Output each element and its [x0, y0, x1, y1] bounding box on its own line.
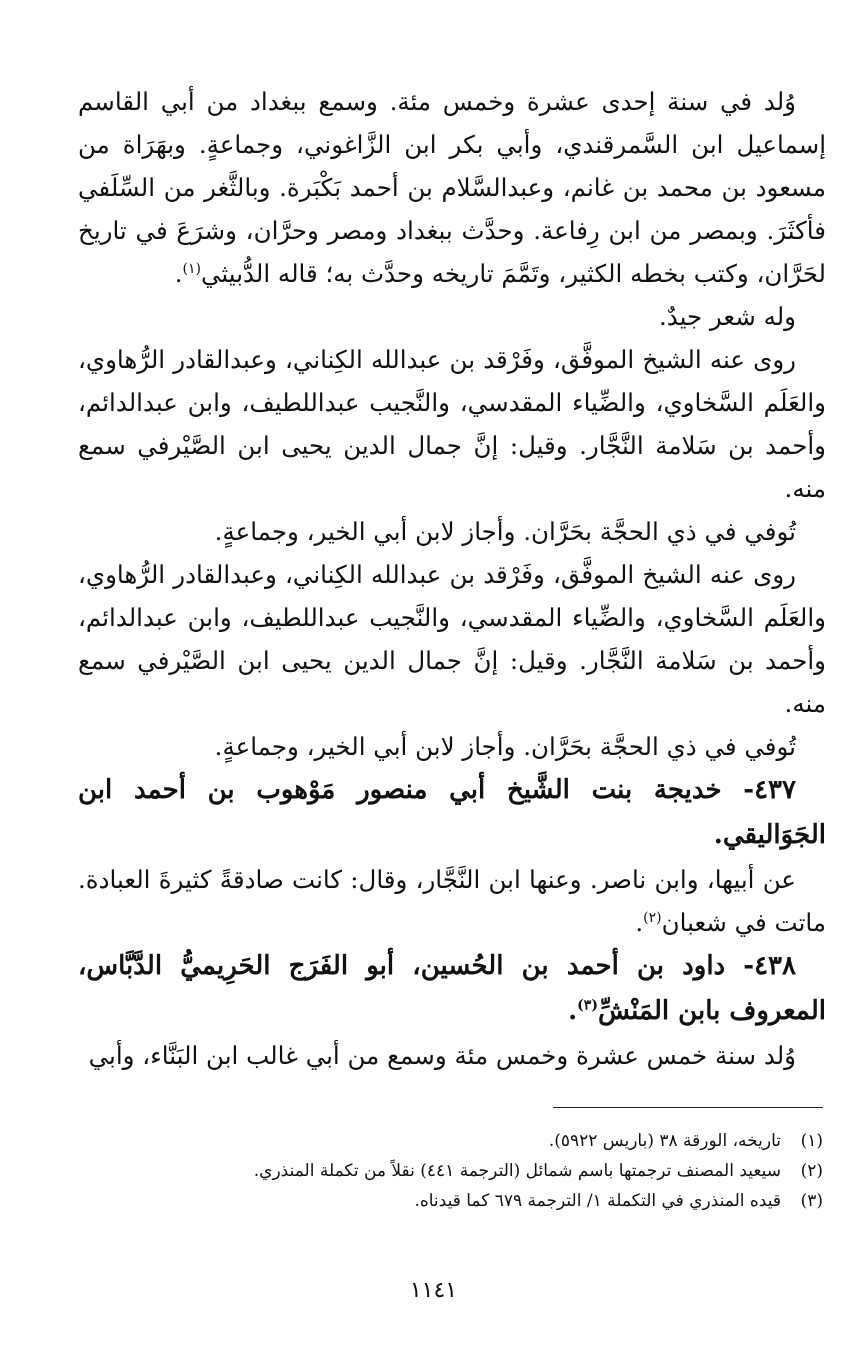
- footnote-number: (١): [800, 1131, 823, 1151]
- footnote-ref[interactable]: (٣): [577, 997, 598, 1014]
- footnote-text: سيعيد المصنف ترجمتها باسم شمائل (الترجمة ٤٤١) نقلاً من تكملة المنذري.: [253, 1161, 781, 1181]
- footnote-text: تاريخه، الورقة ٣٨ (باريس ٥٩٢٢).: [548, 1131, 781, 1151]
- paragraph: تُوفي في ذي الحجَّة بحَرَّان. وأجاز لابن أبي الخير، وجماعةٍ.: [214, 732, 796, 761]
- paragraph: وُلد في سنة إحدى عشرة وخمس مئة. وسمع ببغداد من أبي القاسم إسماعيل ابن السَّمرقندي، وأبي بكر ابن الزَّاغوني، وجماعةٍ. وبهَرَاة من مسعود بن محمد بن غانم، وعبدالسَّلام بن أحمد بَكْبَرة. وبالثَّغر من السِّلَفي فأكثَرَ. وبمصر من ابن رِفاعة. وحدَّث ببغداد ومصر وحرَّان، وشرَعَ في تاريخ لحَرَّان، وكتب بخطه الكثير، وتَمَّمَ تاريخه وحدَّث به؛ قاله الدُّبيثي$^{(١)}$.: [78, 87, 826, 288]
- footnote: [83, 1156, 823, 1186]
- footnotes: [83, 1126, 823, 1216]
- paragraph: روى عنه الشيخ الموفَّق، وفَرْقد بن عبدالله الكِناني، وعبدالقادر الرُّهاوي، والعَلَم السَّخاوي، والضِّياء المقدسي، والنَّجيب عبداللطيف، وابن عبدالدائم، وأحمد بن سَلامة النَّجَّار. وقيل: إنَّ جمال الدين يحيى ابن الصَّيْرفي سمع منه.: [78, 560, 826, 718]
- paragraph: عن أبيها، وابن ناصر. وعنها ابن النَّجَّار، وقال: كانت صادقةً كثيرةَ العبادة. ماتت في شعبان$^{(٢)}$.: [78, 865, 826, 937]
- footnote-divider: [553, 1107, 823, 1108]
- footnote: [83, 1186, 823, 1216]
- paragraph: روى عنه الشيخ الموفَّق، وفَرْقد بن عبدالله الكِناني، وعبدالقادر الرُّهاوي، والعَلَم السَّخاوي، والضِّياء المقدسي، والنَّجيب عبداللطيف، وابن عبدالدائم، وأحمد بن سَلامة النَّجَّار. وقيل: إنَّ جمال الدين يحيى ابن الصَّيْرفي سمع منه.: [78, 345, 826, 503]
- paragraph: وله شعر جيدٌ.: [658, 302, 796, 331]
- entry-heading: ٤٣٨- داود بن أحمد بن الحُسين، أبو الفَرَج الحَرِيميُّ الدَّبَّاس، المعروف بابن المَنْشِّ$^{(٣)}$.: [78, 951, 826, 1026]
- footnote-number: (٣): [800, 1191, 823, 1211]
- footnote: [83, 1126, 823, 1156]
- paragraph: تُوفي في ذي الحجَّة بحَرَّان. وأجاز لابن أبي الخير، وجماعةٍ.: [214, 517, 796, 546]
- footnote-text: قيده المنذري في التكملة ١/ الترجمة ٦٧٩ كما قيدناه.: [414, 1191, 781, 1211]
- footnote-number: (٢): [800, 1161, 823, 1181]
- footnote-ref[interactable]: (٢): [643, 909, 662, 926]
- paragraph: وُلد سنة خمس عشرة وخمس مئة وسمع من أبي غالب ابن البَنَّاء، وأبي: [88, 1041, 796, 1070]
- entry-heading: ٤٣٧- خديجة بنت الشَّيخ أبي منصور مَوْهوب بن أحمد ابن الجَوَاليقي.: [78, 775, 826, 850]
- page-number: ١١٤١: [409, 1278, 458, 1303]
- footnote-ref[interactable]: (١): [182, 260, 201, 277]
- main-text: [78, 80, 826, 1077]
